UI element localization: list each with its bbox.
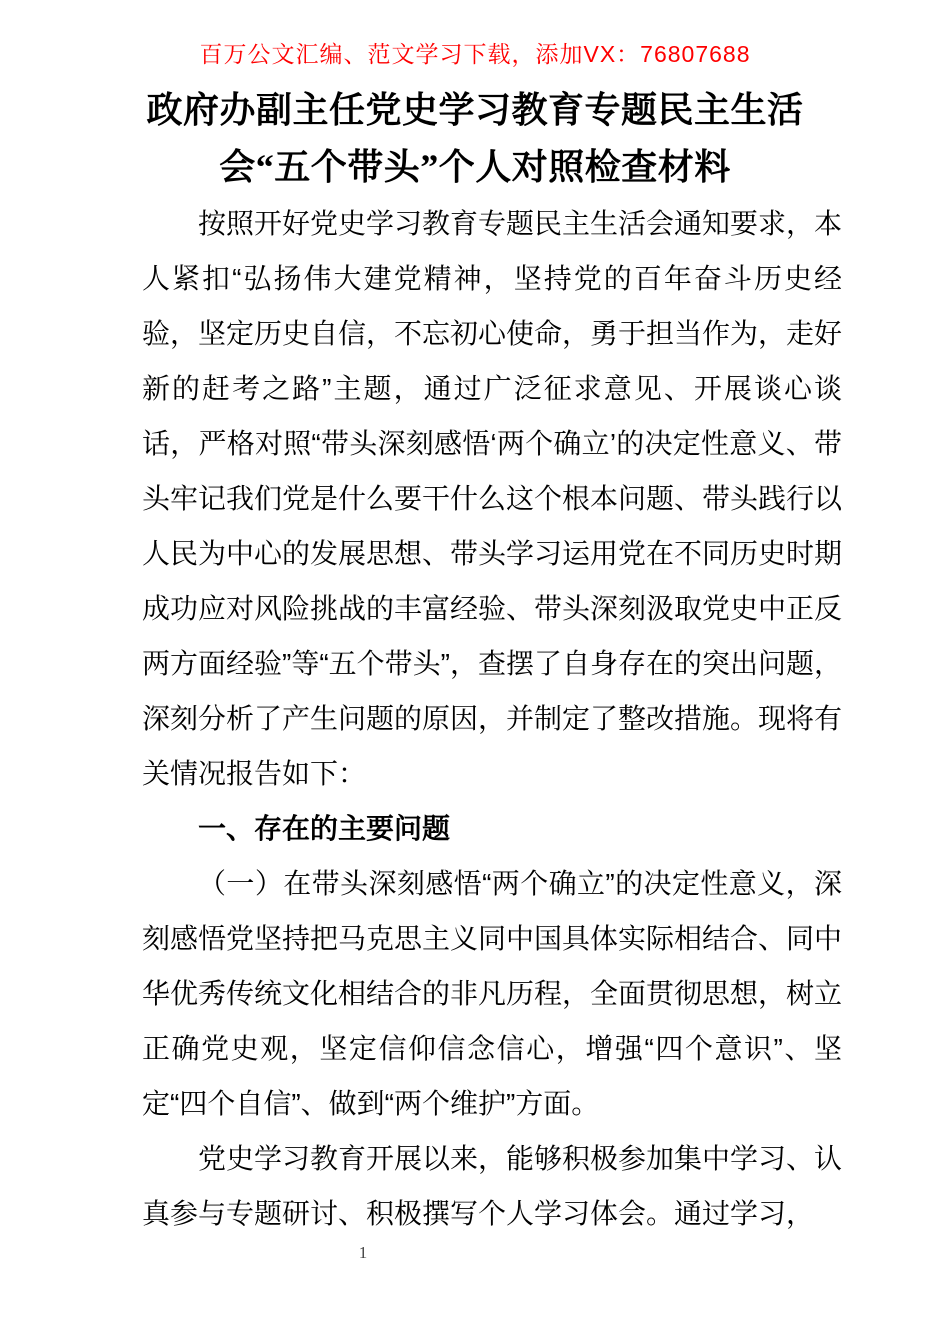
paragraph-study-progress: 党史学习教育开展以来，能够积极参加集中学习、认真参与专题研讨、积极撰写个人学习体会。通过学习， [142,1143,843,1229]
page-number: 1 [358,1243,368,1262]
paragraph-intro: 按照开好党史学习教育专题民主生活会通知要求，本人紧扣“弘扬伟大建党精神，坚持党的百年奋斗历史经验，坚定历史自信，不忘初心使命，勇于担当作为，走好新的赶考之路”主题，通过广泛征求意见、开展谈心谈话，严格对照“带头深刻感悟‘两个确立’的决定性意义、带头牢记我们党是什么要干什么这个根本问题、带头践行以人民为中心的发展思想、带头学习运用党在不同历史时期成功应对风险挑战的丰富经验、带头深刻汲取党史中正反两方面经验”等“五个带头”，查摆了自身存在的突出问题，深刻分析了产生问题的原因，并制定了整改措施。现将有关情况报告如下： [142,208,843,789]
title-line-2: 会“五个带头”个人对照检查材料 [219,147,731,187]
promo-banner: 百万公文汇编、范文学习下载，添加VX：76807688 [199,41,751,67]
document-body [142,196,842,1241]
document-title [75,82,875,196]
section-heading-main-problems: 一、存在的主要问题 [198,813,451,844]
title-line-1: 政府办副主任党史学习教育专题民主生活 [146,90,804,130]
paragraph-item-one: （一）在带头深刻感悟“两个确立”的决定性意义，深刻感悟党坚持把马克思主义同中国具体实际相结合、同中华优秀传统文化相结合的非凡历程，全面贯彻思想，树立正确党史观，坚定信仰信念信心，增强“四个意识”、坚定“四个自信”、做到“两个维护”方面。 [142,868,843,1119]
